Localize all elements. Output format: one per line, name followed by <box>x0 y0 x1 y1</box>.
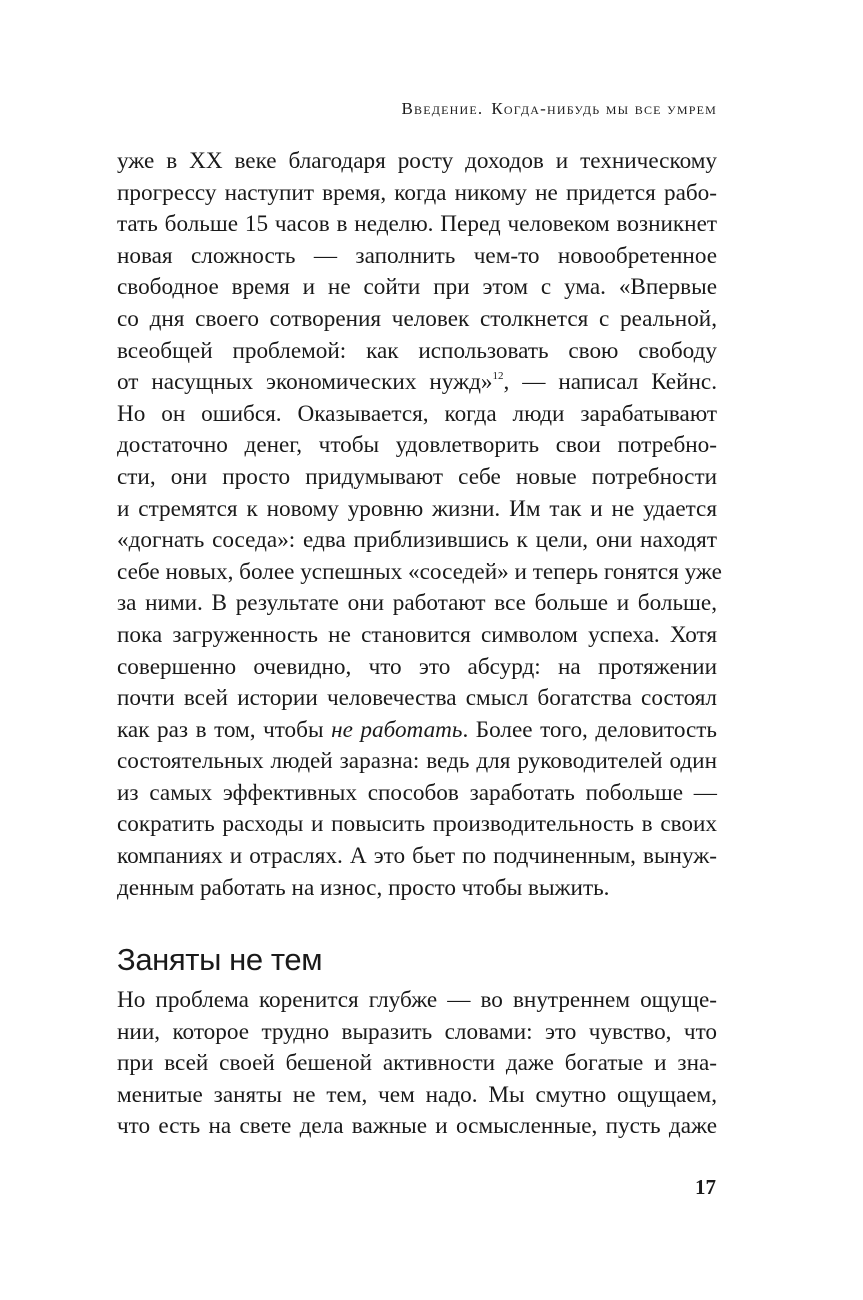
text-line: пока загруженность не становится символом успеха. Хотя <box>117 621 717 648</box>
text-line: совершенно очевидно, что это абсурд: на протяжении <box>117 653 717 680</box>
running-header-section: Введение. <box>401 99 484 118</box>
text-line: компаниях и отраслях. А это бьет по подчиненным, вынуж- <box>117 843 717 870</box>
text-line: прогрессу наступит время, когда никому не придется рабо- <box>117 179 717 206</box>
running-header <box>401 99 717 119</box>
text-line: Но он ошибся. Оказывается, когда люди зарабатывают <box>117 400 717 427</box>
text-fragment: , — написал Кейнс. <box>503 369 717 396</box>
text-fragment: . Более того, деловитость <box>462 716 717 743</box>
section-heading: Заняты не тем <box>117 941 323 977</box>
text-line: из самых эффективных способов заработать побольше — <box>117 779 717 806</box>
body-paragraph <box>117 146 722 904</box>
text-line: состоятельных людей заразна: ведь для руководителей один <box>117 748 717 775</box>
text-line: себе новых, более успешных «соседей» и теперь гонятся уже <box>117 558 722 585</box>
text-line: Но проблема коренится глубже — во внутреннем ощуще- <box>117 987 717 1013</box>
text-line: тать больше 15 часов в неделю. Перед человеком возникнет <box>117 211 717 238</box>
body-paragraph <box>117 985 717 1143</box>
text-line: почти всей истории человечества смысл богатства состоял <box>117 685 717 712</box>
text-line: свободное время и не сойти при этом с ума. «Впервые <box>117 274 717 301</box>
text-line: и стремятся к новому уровню жизни. Им так и не удается <box>117 495 717 522</box>
text-line: «догнать соседа»: едва приблизившись к цели, они находят <box>117 527 717 554</box>
text-line: сти, они просто придумывают себе новые потребности <box>117 463 717 490</box>
text-line: со дня своего сотворения человек столкнется с реальной, <box>117 305 717 332</box>
emphasized-text: не работать <box>331 716 463 743</box>
text-fragment: от насущных экономических нужд» <box>117 369 493 396</box>
text-line: сократить расходы и повысить производительность в своих <box>117 811 717 838</box>
text-line: нии, которое трудно выразить словами: это чувство, что <box>117 1018 717 1045</box>
text-line: что есть на свете дела важные и осмысленные, пусть даже <box>117 1113 717 1140</box>
running-header-chapter-title: Когда-нибудь мы все умрем <box>491 99 717 118</box>
text-line: всеобщей проблемой: как использовать свою свободу <box>117 337 717 364</box>
text-line-with-footnote <box>117 367 717 399</box>
text-line-with-emphasis <box>117 715 717 747</box>
text-line: достаточно денег, чтобы удовлетворить свои потребно- <box>117 432 717 459</box>
text-line: менитые заняты не тем, чем надо. Мы смутно ощущаем, <box>117 1081 717 1108</box>
text-line: при всей своей бешеной активности даже богатые и зна- <box>117 1050 717 1077</box>
text-line: новая сложность — заполнить чем-то новообретенное <box>117 242 717 269</box>
text-line: уже в XX веке благодаря росту доходов и техническому <box>117 148 717 174</box>
text-line: за ними. В результате они работают все больше и больше, <box>117 590 717 617</box>
footnote-reference[interactable]: 12 <box>492 370 504 383</box>
text-fragment: как раз в том, чтобы <box>117 716 332 743</box>
text-line: денным работать на износ, просто чтобы выжить. <box>117 874 610 901</box>
page-number: 17 <box>695 1175 716 1199</box>
